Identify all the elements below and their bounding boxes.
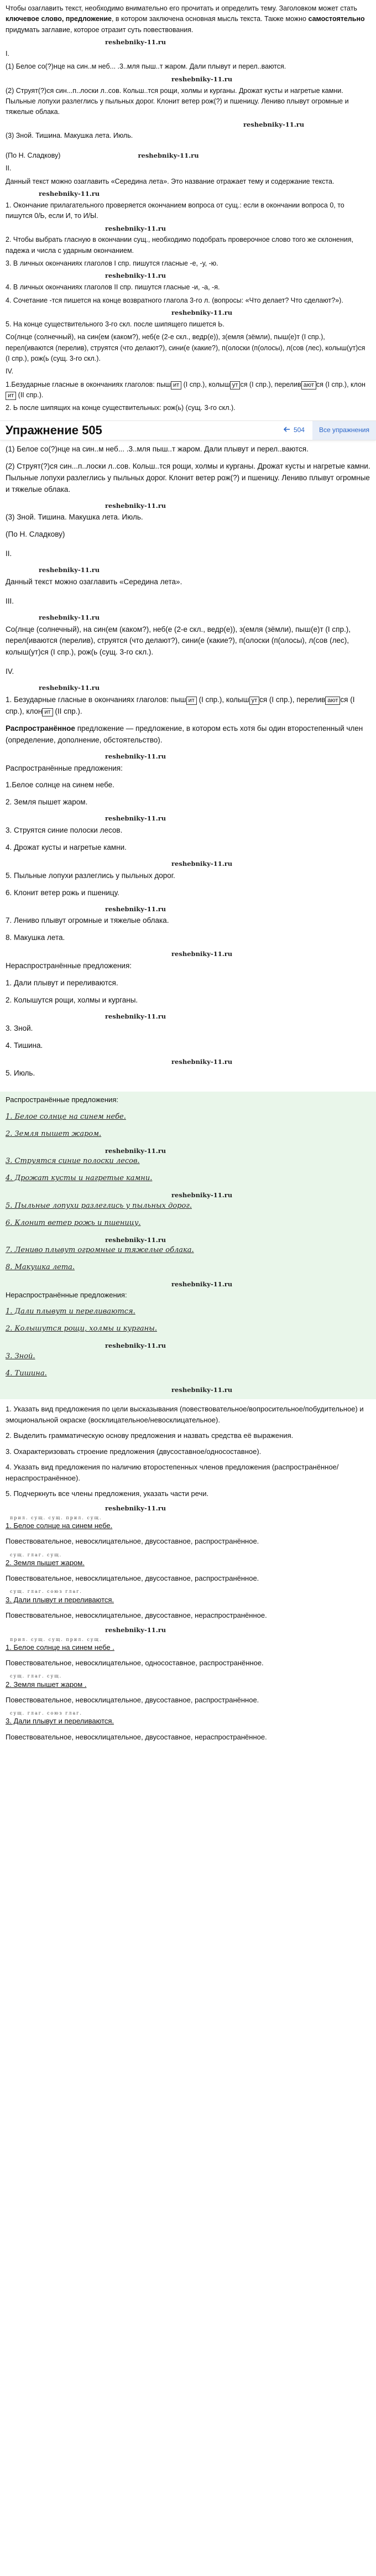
list-item: 1. Дали плывут и переливаются. [6,979,118,988]
watermark: reshebniky-11.ru [105,752,166,760]
parse-note: Повествовательное, невосклицательное, двусоставное, нераспространённое. [6,1732,267,1741]
watermark: reshebniky-11.ru [105,38,166,46]
rule-8-part: ся (I спр.), перелив [240,380,301,388]
nondistributed-heading: Нераспространённые предложения: [6,1290,127,1299]
answer-title: Данный текст можно озаглавить «Середина лета». [6,577,182,586]
list-item: 4. Указать вид предложения по наличию второстепенных членов предложения (распространённое/нераспространённое). [6,1462,339,1482]
task-intro [6,3,370,35]
watermark: reshebniky-11.ru [171,950,233,958]
endings-part: 1. Безударные гласные в окончаниях глаголов: пыш [6,695,186,704]
watermark: reshebniky-11.ru [105,501,166,510]
parse-sentence: 2. Земля пышет жаром. [6,1558,85,1567]
list-item: 5. Пыльные лопухи разлеглись у пыльных дорог. [6,1201,192,1210]
list-item: 3. Струятся синие полоски лесов. [6,1157,140,1166]
rule-6: 5. На конце существительного 3-го скл. после шипящего пишется Ь. [6,320,224,328]
rule-9: 2. Ь после шипящих на конце существительных: рож(ь) (сущ. 3-го скл.). [6,404,236,412]
rule-5: 4. Сочетание -тся пишется на конце возвратного глагола 3-го л. (вопросы: «Что делает? Что сделают?»). [6,296,343,304]
list-item: 6. Клонит ветер рожь и пшеницу. [6,888,119,897]
watermark: reshebniky-11.ru [105,1012,166,1020]
exercise-nav [276,421,376,440]
rule-8-part: 1.Безударные гласные в окончаниях глаголов: пыш [6,380,171,388]
rule-7: Со(лнце (солнечный), на син(ем (каком?), неб(е (2-е скл., ведр(е)), з(емля (зёмли), пыш(е)т (I спр.), перел(иваются (перелив), струятся (что делают?), сини(е (какие?), п(олоски (п(олосы), л(сов (лес), колыш(ут)ся (I спр.), рож(ь (сущ. 3-го скл.). [6,333,365,362]
text-sentence-2: (2) Струят(?)ся син...п..лоски л..сов. Кольш..тся рощи, холмы и курганы. Дрожат кусты и нагретые камни. Пыльные лопухи разлеглись у пыльных дорог. Клонит ветер рож(?) и пшеницу. Лениво плывут огромные и тяжелые облака. [6,86,349,116]
watermark: reshebniky-11.ru [105,272,166,280]
distributed-list [6,780,370,959]
task-title-answer: Данный текст можно озаглавить «Середина лета». Это название отражает тему и содержание текста. [6,177,335,185]
list-item: 3. Охарактеризовать строение предложения (двусоставное/односоставное). [6,1447,262,1456]
parse-sentence: 1. Белое солнце на синем небе . [6,1643,114,1652]
list-item: 8. Макушка лета. [6,933,65,942]
watermark: reshebniky-11.ru [105,814,166,823]
rule-8-part: (II спр.). [18,391,44,399]
roman-numeral: II. [6,164,12,173]
ending-box: ают [325,697,340,705]
parts-of-speech-marks: сущ. глаг. сущ. [10,1552,62,1557]
list-item: 2. Земля пышет жаром. [6,798,88,807]
arrow-left-icon [284,425,290,435]
intro-text: Чтобы озаглавить текст, необходимо внимательно его прочитать и определить тему. Заголовком может стать [6,4,357,12]
parse-sentence: 2. Земля пышет жаром . [6,1680,87,1689]
parts-of-speech-marks: сущ. глаг. сущ. [10,1674,62,1679]
parse-note: Повествовательное, невосклицательное, двусоставное, нераспространённое. [6,1611,267,1619]
list-item: 7. Лениво плывут огромные и тяжелые облака. [6,916,169,925]
list-item: 7. Лениво плывут огромные и тяжелые облака. [6,1246,194,1255]
answer-spelling: Со(лнце (солнечный), на син(ем (каком?), неб(е (2-е скл., ведр(е)), з(емля (зёмли), пыш(е)т (I спр.), перел(иваются (перелив), струятся (что делают?), сини(е (какие?), п(олоски (п(олосы), л(сов (лес), колыш(ут)ся (I спр.), рож(ь (сущ. 3-го скл.). [6,625,351,657]
parse-sentence: 3. Дали плывут и переливаются. [6,1717,114,1726]
parts-of-speech-marks: прил. сущ. сущ. прил. сущ. [10,1637,102,1642]
exercise-title: Упражнение 505 [6,423,102,437]
parsing-steps [6,1404,370,1499]
text-sentence-3: (3) Зной. Тишина. Макушка лета. Июль. [6,132,133,140]
highlighted-answer [0,1092,376,1399]
answer-sentence-1: (1) Белое со(?)нце на син..м неб... .3..мля пыш..т жаром. Дали плывут и перел..ваются. [6,444,309,453]
roman-numeral: IV. [6,667,14,676]
ending-box: ит [186,697,197,705]
intro-tail: , в котором заключена основная мысль текста. Также можно [111,15,306,23]
list-item: 5. Подчеркнуть все члены предложения, указать части речи. [6,1489,209,1498]
watermark: reshebniky-11.ru [105,1342,166,1350]
intro-keyword-2: самостоятельно [308,15,365,23]
list-item: 4. Дрожат кусты и нагретые камни. [6,843,127,852]
parsing-block [0,1399,376,1753]
roman-numeral: III. [6,596,14,605]
distributed-list [6,1112,370,1289]
previous-exercise-link[interactable] [276,421,312,440]
endings-part: (II спр.). [55,707,82,715]
watermark: reshebniky-11.ru [39,189,100,198]
nondistributed-list [6,1307,370,1395]
answer-endings [6,694,370,718]
distributed-heading: Распространённые предложения: [6,764,123,772]
watermark: reshebniky-11.ru [105,1504,166,1513]
parse-sentence: 3. Дали плывут и переливаются. [6,1595,114,1604]
watermark: reshebniky-11.ru [105,1235,166,1244]
list-item: 2. Колышутся рощи, холмы и курганы. [6,995,138,1004]
answer-sentence-2: (2) Струят(?)ся син...п..лоски л..сов. Кольш..тся рощи, холмы и курганы. Дрожат кусты и нагретые камни. Пыльные лопухи разлеглись у пыльных дорог. Клонит ветер рож(?) и пшеницу. Лениво плывут огромные и тяжелые облака. [6,461,370,494]
rule-2: 2. Чтобы выбрать гласную в окончании сущ., необходимо подобрать проверочное слово того же склонения, падежа и числа с ударным окончанием. [6,236,354,255]
parse-sentence: 1. Белое солнце на синем небе. [6,1521,113,1530]
rule-4: 4. В личных окончаниях глаголов II спр. пишутся гласные -и, -а, -я. [6,283,220,292]
watermark: reshebniky-11.ru [171,1280,233,1288]
watermark: reshebniky-11.ru [39,613,100,621]
parse-note: Повествовательное, невосклицательное, двусоставное, распространённое. [6,1537,259,1546]
nondistributed-heading: Нераспространённые предложения: [6,962,132,970]
list-item: 4. Тишина. [6,1041,43,1050]
list-item: 3. Струятся синие полоски лесов. [6,826,123,835]
roman-numeral: IV. [6,367,14,376]
answer-sentence-3: (3) Зной. Тишина. Макушка лета. Июль. [6,513,143,522]
ending-box: ают [301,381,316,389]
parse-note: Повествовательное, невосклицательное, односоставное, распространённое. [6,1659,264,1668]
nondistributed-list [6,978,370,1079]
ending-box: ут [249,697,260,705]
definition-text: предложение — предложение, в котором есть хотя бы один второстепенный член (определение, дополнение, обстоятельство). [6,724,363,744]
parts-of-speech-marks: прил. сущ. сущ. прил. сущ. [10,1515,102,1520]
watermark: reshebniky-11.ru [171,1057,233,1066]
all-exercises-button[interactable]: Все упражнения [312,421,376,440]
watermark: reshebniky-11.ru [105,1625,166,1634]
roman-numeral: I. [6,49,9,58]
rule-8-part: (I спр.), колыш [183,380,230,388]
list-item: 2. Выделить грамматическую основу предложения и назвать средства её выражения. [6,1431,294,1440]
watermark: reshebniky-11.ru [105,905,166,913]
rule-8-part: ся (I спр.), клон [316,380,365,388]
answer-author: (По Н. Сладкову) [6,530,65,539]
task-block [0,0,376,420]
endings-part: (I спр.), колыш [199,695,249,704]
exercise-header [0,420,376,440]
list-item: 4. Тишина. [6,1369,47,1378]
rule-1: 1. Окончание прилагательного проверяется окончанием вопроса от сущ.: если в окончании вопроса 0, то пишутся 0/Ь, если И, то И/Ы. [6,201,344,220]
watermark: reshebniky-11.ru [171,859,233,868]
endings-part: ся (I спр.), перелив [259,695,326,704]
watermark: reshebniky-11.ru [171,75,233,83]
previous-exercise-number: 504 [293,426,305,434]
definition-term: Распространённое [6,724,75,733]
parse-note: Повествовательное, невосклицательное, двусоставное, распространённое. [6,1574,259,1583]
list-item: 1.Белое солнце на синем небе. [6,781,114,790]
author-line [6,150,370,161]
rule-3: 3. В личных окончаниях глаголов I спр. пишутся гласные -е, -у, -ю. [6,259,218,268]
list-item: 6. Клонит ветер рожь и пшеницу. [6,1218,141,1227]
watermark: reshebniky-11.ru [105,224,166,232]
text-sentence-1: (1) Белое со(?)нце на син..м неб... .3..мля пыш..т жаром. Дали плывут и перел..ваются. [6,63,286,71]
author: (По Н. Сладкову) [6,151,61,159]
list-item: 1. Дали плывут и переливаются. [6,1307,135,1316]
watermark: reshebniky-11.ru [105,1146,166,1155]
watermark: reshebniky-11.ru [138,151,199,159]
list-item: 2. Колышутся рощи, холмы и курганы. [6,1325,157,1333]
list-item: 2. Земля пышет жаром. [6,1129,102,1138]
endings-part: ся (I спр.), клон [6,695,355,715]
answer-block [0,440,376,1092]
list-item: 3. Зной. [6,1352,35,1360]
list-item: 5. Пыльные лопухи разлеглись у пыльных дорог. [6,871,175,880]
watermark: reshebniky-11.ru [39,684,100,692]
parse-note: Повествовательное, невосклицательное, двусоставное, распространённое. [6,1695,259,1704]
ending-box: ит [42,708,53,716]
ending-box: ит [6,392,16,400]
parts-of-speech-marks: сущ. глаг. союз глаг. [10,1589,82,1595]
list-item: 4. Дрожат кусты и нагретые камни. [6,1174,153,1183]
rule-8 [6,380,370,401]
list-item: 8. Макушка лета. [6,1263,75,1272]
intro-tail-2: придумать заглавие, которое отразит суть повествования. [6,25,194,34]
watermark: reshebniky-11.ru [39,566,100,574]
parts-of-speech-marks: сущ. глаг. союз глаг. [10,1711,82,1716]
definition [6,723,370,746]
list-item: 1. Белое солнце на синем небе. [6,1113,126,1121]
distributed-heading: Распространённые предложения: [6,1095,118,1104]
list-item: 3. Зной. [6,1024,33,1032]
watermark: reshebniky-11.ru [171,1191,233,1199]
intro-keyword: ключевое слово, предложение [6,15,112,23]
roman-numeral: II. [6,549,12,558]
list-item: 1. Указать вид предложения по цели высказывания (повествовательное/вопросительное/побудительное) и эмоциональной окраске (восклицательное/невосклицательное). [6,1405,364,1425]
ending-box: ит [171,381,181,389]
ending-box: ут [230,381,241,389]
watermark: reshebniky-11.ru [243,120,305,128]
watermark: reshebniky-11.ru [171,1386,233,1394]
list-item: 5. Июль. [6,1069,35,1078]
watermark: reshebniky-11.ru [171,309,233,316]
